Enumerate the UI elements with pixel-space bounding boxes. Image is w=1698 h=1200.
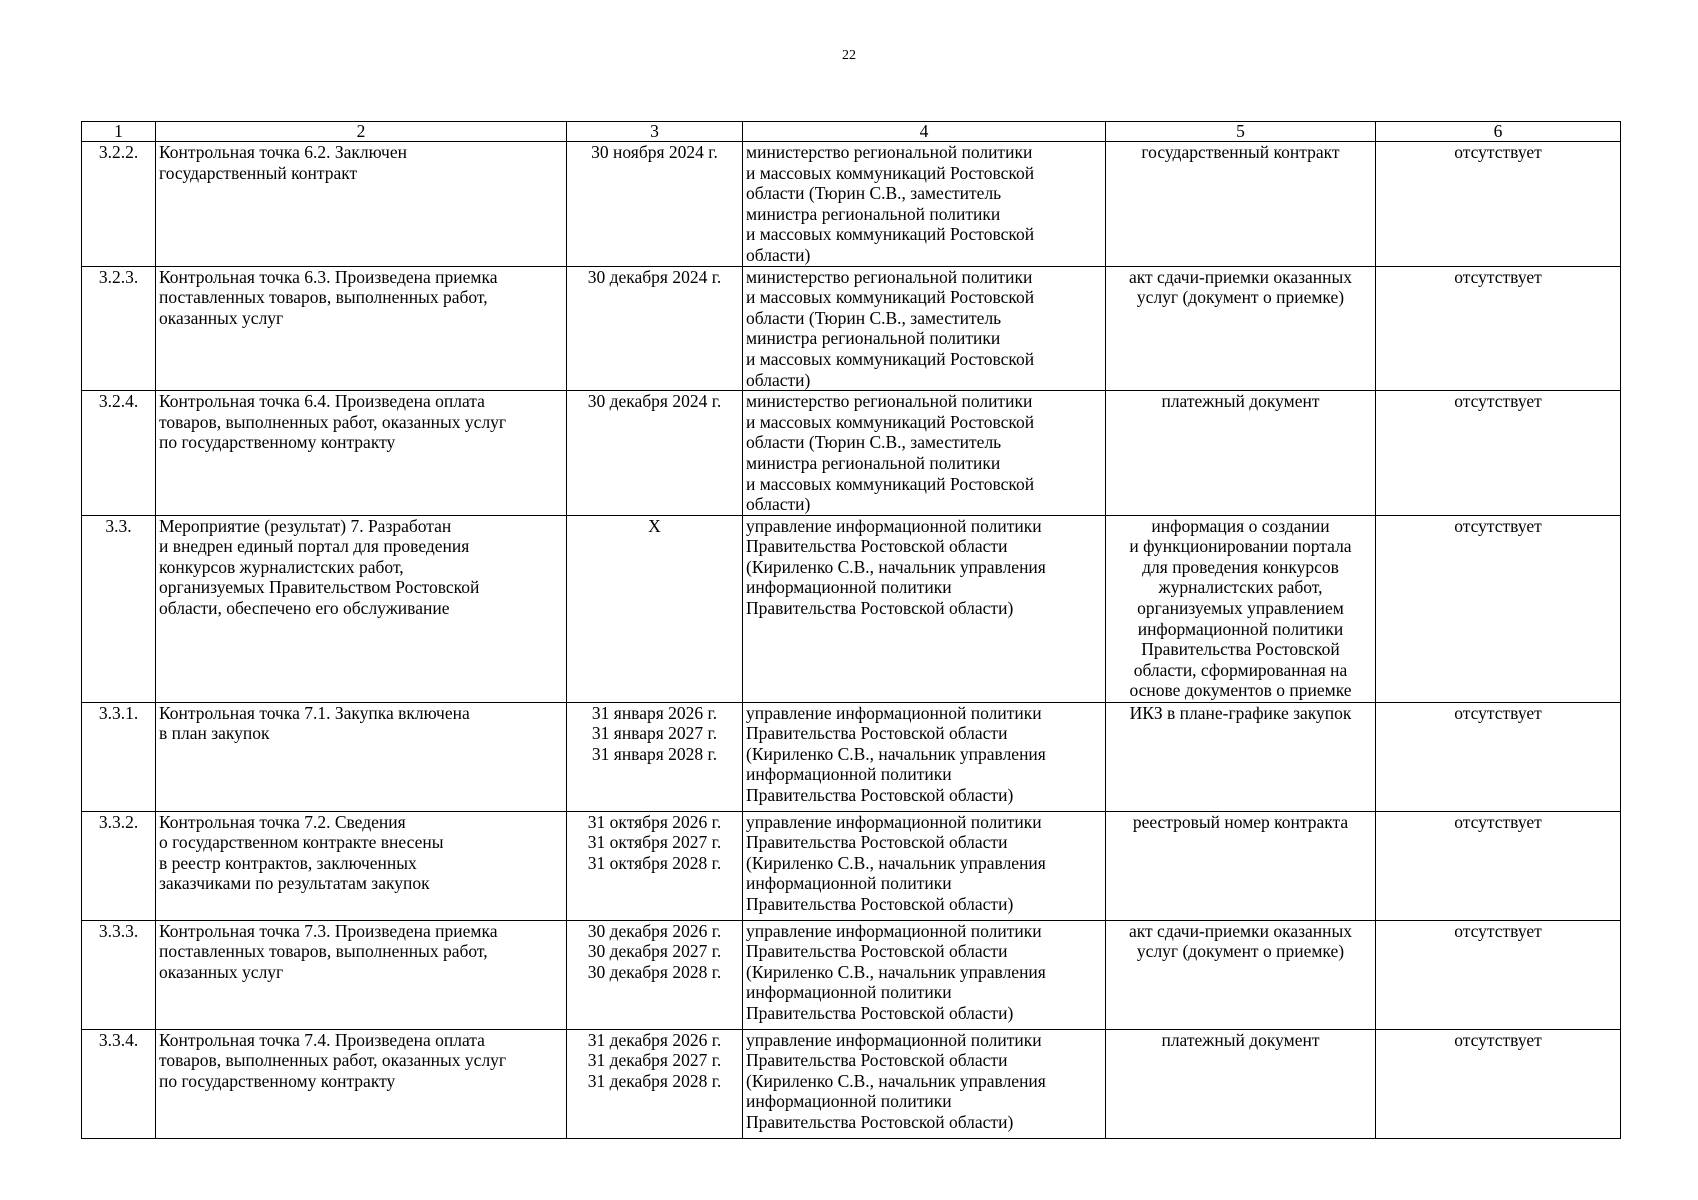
text-line: и массовых коммуникаций Ростовской bbox=[746, 473, 1035, 494]
column-header-row bbox=[82, 122, 1621, 142]
text-line: Контрольная точка 7.3. Произведена приемка bbox=[159, 920, 498, 941]
row-document bbox=[1106, 266, 1376, 391]
text-line: организуемых Правительством Ростовской bbox=[159, 577, 480, 598]
row-number: 3.3.2. bbox=[82, 811, 156, 920]
row-responsible bbox=[743, 266, 1106, 391]
row-name bbox=[156, 920, 567, 1029]
table-row bbox=[82, 1029, 1621, 1138]
column-header: 1 bbox=[82, 122, 156, 142]
text-line: государственный контракт bbox=[159, 162, 358, 183]
text-line: Контрольная точка 6.2. Заключен bbox=[159, 142, 407, 162]
text-line: министерство региональной политики bbox=[746, 142, 1033, 162]
text-line: поставленных товаров, выполненных работ, bbox=[159, 941, 488, 962]
date-line: 31 декабря 2028 г. bbox=[587, 1070, 722, 1091]
text-line: Правительства Ростовской области bbox=[746, 1050, 1008, 1071]
date-line: 31 декабря 2027 г. bbox=[587, 1050, 722, 1071]
date-line: 30 декабря 2024 г. bbox=[587, 266, 722, 287]
row-dates bbox=[567, 391, 743, 516]
text-line: по государственному контракту bbox=[159, 432, 396, 453]
text-line: о государственном контракте внесены bbox=[159, 832, 444, 853]
text-line: Правительства Ростовской bbox=[1141, 639, 1340, 660]
text-line: и массовых коммуникаций Ростовской bbox=[746, 287, 1035, 308]
text-line: в план закупок bbox=[159, 723, 270, 744]
plan-table bbox=[81, 121, 1621, 1139]
table-row bbox=[82, 142, 1621, 267]
row-system: отсутствует bbox=[1376, 1029, 1621, 1138]
text-line: (Кириленко С.В., начальник управления bbox=[746, 743, 1046, 764]
row-name bbox=[156, 391, 567, 516]
text-line: акт сдачи-приемки оказанных bbox=[1128, 920, 1353, 941]
row-responsible bbox=[743, 702, 1106, 811]
text-line: Контрольная точка 6.3. Произведена приемка bbox=[159, 266, 498, 287]
date-line: 31 января 2027 г. bbox=[591, 723, 718, 744]
row-responsible bbox=[743, 811, 1106, 920]
text-line: и функционировании портала bbox=[1129, 536, 1352, 557]
text-line: для проведения конкурсов bbox=[1142, 556, 1339, 577]
text-line: по государственному контракту bbox=[159, 1070, 396, 1091]
text-line: управление информационной политики bbox=[746, 702, 1042, 723]
text-line: Правительства Ростовской области) bbox=[746, 1112, 1014, 1133]
text-line: управление информационной политики bbox=[746, 1029, 1042, 1050]
text-line: информационной политики bbox=[746, 1091, 952, 1112]
text-line: ИКЗ в плане-графике закупок bbox=[1129, 702, 1352, 723]
text-line: министра региональной политики bbox=[746, 328, 1001, 349]
row-dates bbox=[567, 702, 743, 811]
row-document bbox=[1106, 1029, 1376, 1138]
text-line: и массовых коммуникаций Ростовской bbox=[746, 162, 1035, 183]
column-header: 3 bbox=[567, 122, 743, 142]
row-dates bbox=[567, 142, 743, 267]
row-name bbox=[156, 702, 567, 811]
row-name bbox=[156, 811, 567, 920]
text-line: Правительства Ростовской области bbox=[746, 536, 1008, 557]
text-line: оказанных услуг bbox=[159, 961, 284, 982]
text-line: Правительства Ростовской области bbox=[746, 723, 1008, 744]
date-line: 31 декабря 2026 г. bbox=[587, 1029, 722, 1050]
text-line: области) bbox=[746, 494, 811, 515]
text-line: акт сдачи-приемки оказанных bbox=[1128, 266, 1353, 287]
text-line: Контрольная точка 7.1. Закупка включена bbox=[159, 702, 470, 723]
row-system: отсутствует bbox=[1376, 811, 1621, 920]
column-header: 5 bbox=[1106, 122, 1376, 142]
text-line: журналистских работ, bbox=[1158, 577, 1323, 598]
row-responsible bbox=[743, 1029, 1106, 1138]
text-line: информационной политики bbox=[746, 764, 952, 785]
row-number: 3.2.2. bbox=[82, 142, 156, 267]
text-line: Правительства Ростовской области) bbox=[746, 1003, 1014, 1024]
row-name bbox=[156, 142, 567, 267]
text-line: (Кириленко С.В., начальник управления bbox=[746, 852, 1046, 873]
table-row bbox=[82, 515, 1621, 702]
row-dates bbox=[567, 811, 743, 920]
text-line: области (Тюрин С.В., заместитель bbox=[746, 432, 1002, 453]
row-document bbox=[1106, 515, 1376, 702]
row-system: отсутствует bbox=[1376, 391, 1621, 516]
row-document bbox=[1106, 920, 1376, 1029]
date-line: 30 декабря 2024 г. bbox=[587, 391, 722, 412]
text-line: информационной политики bbox=[746, 577, 952, 598]
text-line: информационной политики bbox=[1137, 618, 1344, 639]
text-line: в реестр контрактов, заключенных bbox=[159, 852, 417, 873]
text-line: платежный документ bbox=[1161, 391, 1320, 412]
text-line: государственный контракт bbox=[1141, 142, 1340, 162]
date-line: 31 октября 2026 г. bbox=[587, 811, 722, 832]
table-row bbox=[82, 702, 1621, 811]
text-line: товаров, выполненных работ, оказанных услуг bbox=[159, 1050, 507, 1071]
text-line: Контрольная точка 7.4. Произведена оплата bbox=[159, 1029, 485, 1050]
row-system: отсутствует bbox=[1376, 920, 1621, 1029]
text-line: (Кириленко С.В., начальник управления bbox=[746, 1070, 1046, 1091]
text-line: Правительства Ростовской области) bbox=[746, 785, 1014, 806]
date-line: 30 декабря 2026 г. bbox=[587, 920, 722, 941]
column-header: 4 bbox=[743, 122, 1106, 142]
text-line: министерство региональной политики bbox=[746, 266, 1033, 287]
row-system: отсутствует bbox=[1376, 142, 1621, 267]
row-number: 3.2.3. bbox=[82, 266, 156, 391]
text-line: области, сформированная на bbox=[1133, 659, 1348, 680]
date-line: 31 января 2028 г. bbox=[591, 743, 718, 764]
date-line: 31 октября 2027 г. bbox=[587, 832, 722, 853]
text-line: реестровый номер контракта bbox=[1132, 811, 1349, 832]
row-document bbox=[1106, 391, 1376, 516]
text-line: (Кириленко С.В., начальник управления bbox=[746, 961, 1046, 982]
row-dates bbox=[567, 266, 743, 391]
text-line: информация о создании bbox=[1151, 515, 1330, 536]
date-line: 30 ноября 2024 г. bbox=[591, 142, 718, 162]
text-line: и массовых коммуникаций Ростовской bbox=[746, 411, 1035, 432]
row-system: отсутствует bbox=[1376, 702, 1621, 811]
text-line: Правительства Ростовской области) bbox=[746, 598, 1014, 619]
row-number: 3.3.1. bbox=[82, 702, 156, 811]
row-dates bbox=[567, 1029, 743, 1138]
row-document bbox=[1106, 142, 1376, 267]
text-line: заказчиками по результатам закупок bbox=[159, 873, 430, 894]
table-row bbox=[82, 266, 1621, 391]
text-line: области, обеспечено его обслуживание bbox=[159, 598, 450, 619]
date-line: X bbox=[648, 515, 661, 536]
text-line: (Кириленко С.В., начальник управления bbox=[746, 556, 1046, 577]
text-line: области) bbox=[746, 244, 811, 265]
row-responsible bbox=[743, 142, 1106, 267]
text-line: и внедрен единый портал для проведения bbox=[159, 536, 470, 557]
row-dates bbox=[567, 515, 743, 702]
text-line: Контрольная точка 6.4. Произведена оплата bbox=[159, 391, 485, 412]
text-line: Правительства Ростовской области) bbox=[746, 894, 1014, 915]
text-line: управление информационной политики bbox=[746, 920, 1042, 941]
text-line: министра региональной политики bbox=[746, 452, 1001, 473]
text-line: Контрольная точка 7.2. Сведения bbox=[159, 811, 406, 832]
text-line: услуг (документ о приемке) bbox=[1136, 287, 1345, 308]
date-line: 30 декабря 2028 г. bbox=[587, 961, 722, 982]
row-name bbox=[156, 266, 567, 391]
table-row bbox=[82, 920, 1621, 1029]
row-name bbox=[156, 1029, 567, 1138]
row-number: 3.3.4. bbox=[82, 1029, 156, 1138]
row-document bbox=[1106, 811, 1376, 920]
row-number: 3.2.4. bbox=[82, 391, 156, 516]
text-line: области (Тюрин С.В., заместитель bbox=[746, 183, 1002, 204]
text-line: платежный документ bbox=[1161, 1029, 1320, 1050]
page-number: 22 bbox=[842, 48, 856, 63]
row-system: отсутствует bbox=[1376, 266, 1621, 391]
row-name bbox=[156, 515, 567, 702]
text-line: информационной политики bbox=[746, 982, 952, 1003]
text-line: управление информационной политики bbox=[746, 515, 1042, 536]
text-line: области) bbox=[746, 369, 811, 390]
text-line: области (Тюрин С.В., заместитель bbox=[746, 307, 1002, 328]
row-responsible bbox=[743, 920, 1106, 1029]
text-line: конкурсов журналистских работ, bbox=[159, 556, 404, 577]
row-number: 3.3.3. bbox=[82, 920, 156, 1029]
text-line: основе документов о приемке bbox=[1129, 680, 1352, 701]
date-line: 31 января 2026 г. bbox=[591, 702, 718, 723]
date-line: 31 октября 2028 г. bbox=[587, 852, 722, 873]
text-line: Правительства Ростовской области bbox=[746, 832, 1008, 853]
row-document bbox=[1106, 702, 1376, 811]
column-header: 6 bbox=[1376, 122, 1621, 142]
row-responsible bbox=[743, 391, 1106, 516]
text-line: информационной политики bbox=[746, 873, 952, 894]
text-line: Мероприятие (результат) 7. Разработан bbox=[159, 515, 452, 536]
row-responsible bbox=[743, 515, 1106, 702]
text-line: Правительства Ростовской области bbox=[746, 941, 1008, 962]
row-system: отсутствует bbox=[1376, 515, 1621, 702]
table-row bbox=[82, 391, 1621, 516]
text-line: оказанных услуг bbox=[159, 307, 284, 328]
text-line: управление информационной политики bbox=[746, 811, 1042, 832]
row-dates bbox=[567, 920, 743, 1029]
text-line: министра региональной политики bbox=[746, 203, 1001, 224]
row-number: 3.3. bbox=[82, 515, 156, 702]
text-line: товаров, выполненных работ, оказанных услуг bbox=[159, 411, 507, 432]
date-line: 30 декабря 2027 г. bbox=[587, 941, 722, 962]
text-line: поставленных товаров, выполненных работ, bbox=[159, 287, 488, 308]
text-line: и массовых коммуникаций Ростовской bbox=[746, 348, 1035, 369]
column-header: 2 bbox=[156, 122, 567, 142]
text-line: организуемых управлением bbox=[1137, 598, 1344, 619]
text-line: и массовых коммуникаций Ростовской bbox=[746, 224, 1035, 245]
text-line: министерство региональной политики bbox=[746, 391, 1033, 412]
text-line: услуг (документ о приемке) bbox=[1136, 941, 1345, 962]
table-row bbox=[82, 811, 1621, 920]
